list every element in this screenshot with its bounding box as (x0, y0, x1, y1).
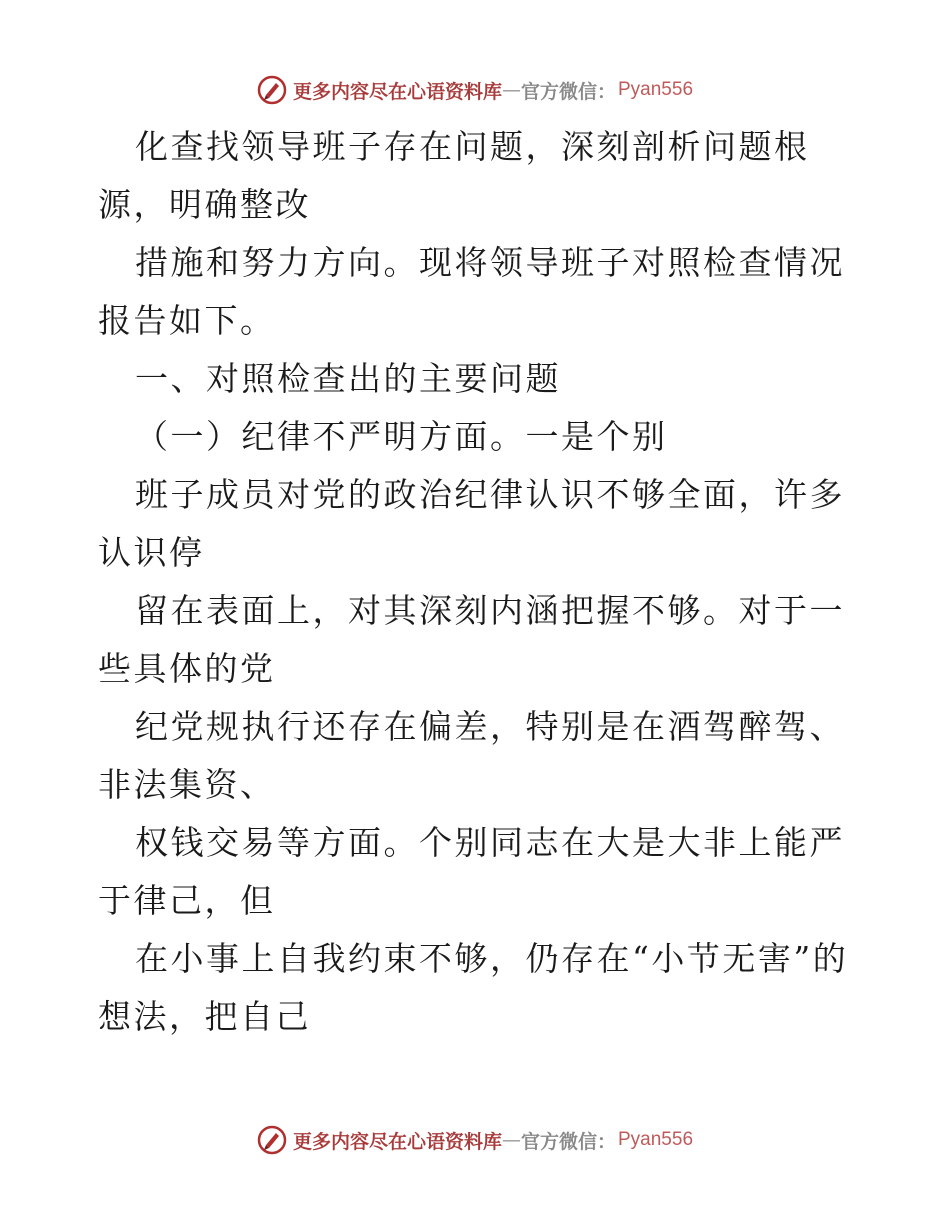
paragraph-1: 化查找领导班子存在问题，深刻剖析问题根源，明确整改 (98, 127, 810, 224)
footer-banner-account: Pyan556 (618, 1129, 694, 1150)
section-heading-1: 一、对照检查出的主要问题 (135, 359, 561, 398)
header-banner-main-text: 更多内容尽在心语资料库 (292, 80, 502, 103)
paragraph-3: 班子成员对党的政治纪律认识不够全面，许多认识停 (98, 475, 845, 572)
paragraph-4: 留在表面上，对其深刻内涵把握不够。对于一些具体的党 (98, 591, 845, 688)
header-banner-label: 官方微信： (520, 80, 616, 103)
paragraph-6: 权钱交易等方面。个别同志在大是大非上能严于律己，但 (98, 823, 845, 920)
footer-watermark-banner (0, 1120, 950, 1160)
header-watermark-banner (0, 70, 950, 110)
pen-logo-icon (257, 1125, 287, 1155)
pen-logo-icon (257, 75, 287, 105)
subsection-heading-1: （一）纪律不严明方面。一是个别 (135, 417, 668, 456)
paragraph-5: 纪党规执行还存在偏差，特别是在酒驾醉驾、非法集资、 (98, 707, 845, 804)
footer-banner-label: 官方微信： (520, 1130, 616, 1153)
header-banner-separator: — (501, 79, 521, 101)
document-body (98, 118, 858, 1046)
footer-banner-separator: — (501, 1129, 521, 1151)
paragraph-2: 措施和努力方向。现将领导班子对照检查情况报告如下。 (98, 243, 845, 340)
header-banner-account: Pyan556 (618, 79, 694, 100)
footer-banner-main-text: 更多内容尽在心语资料库 (292, 1130, 502, 1153)
paragraph-7: 在小事上自我约束不够，仍存在“小节无害”的想法，把自己 (98, 939, 849, 1036)
